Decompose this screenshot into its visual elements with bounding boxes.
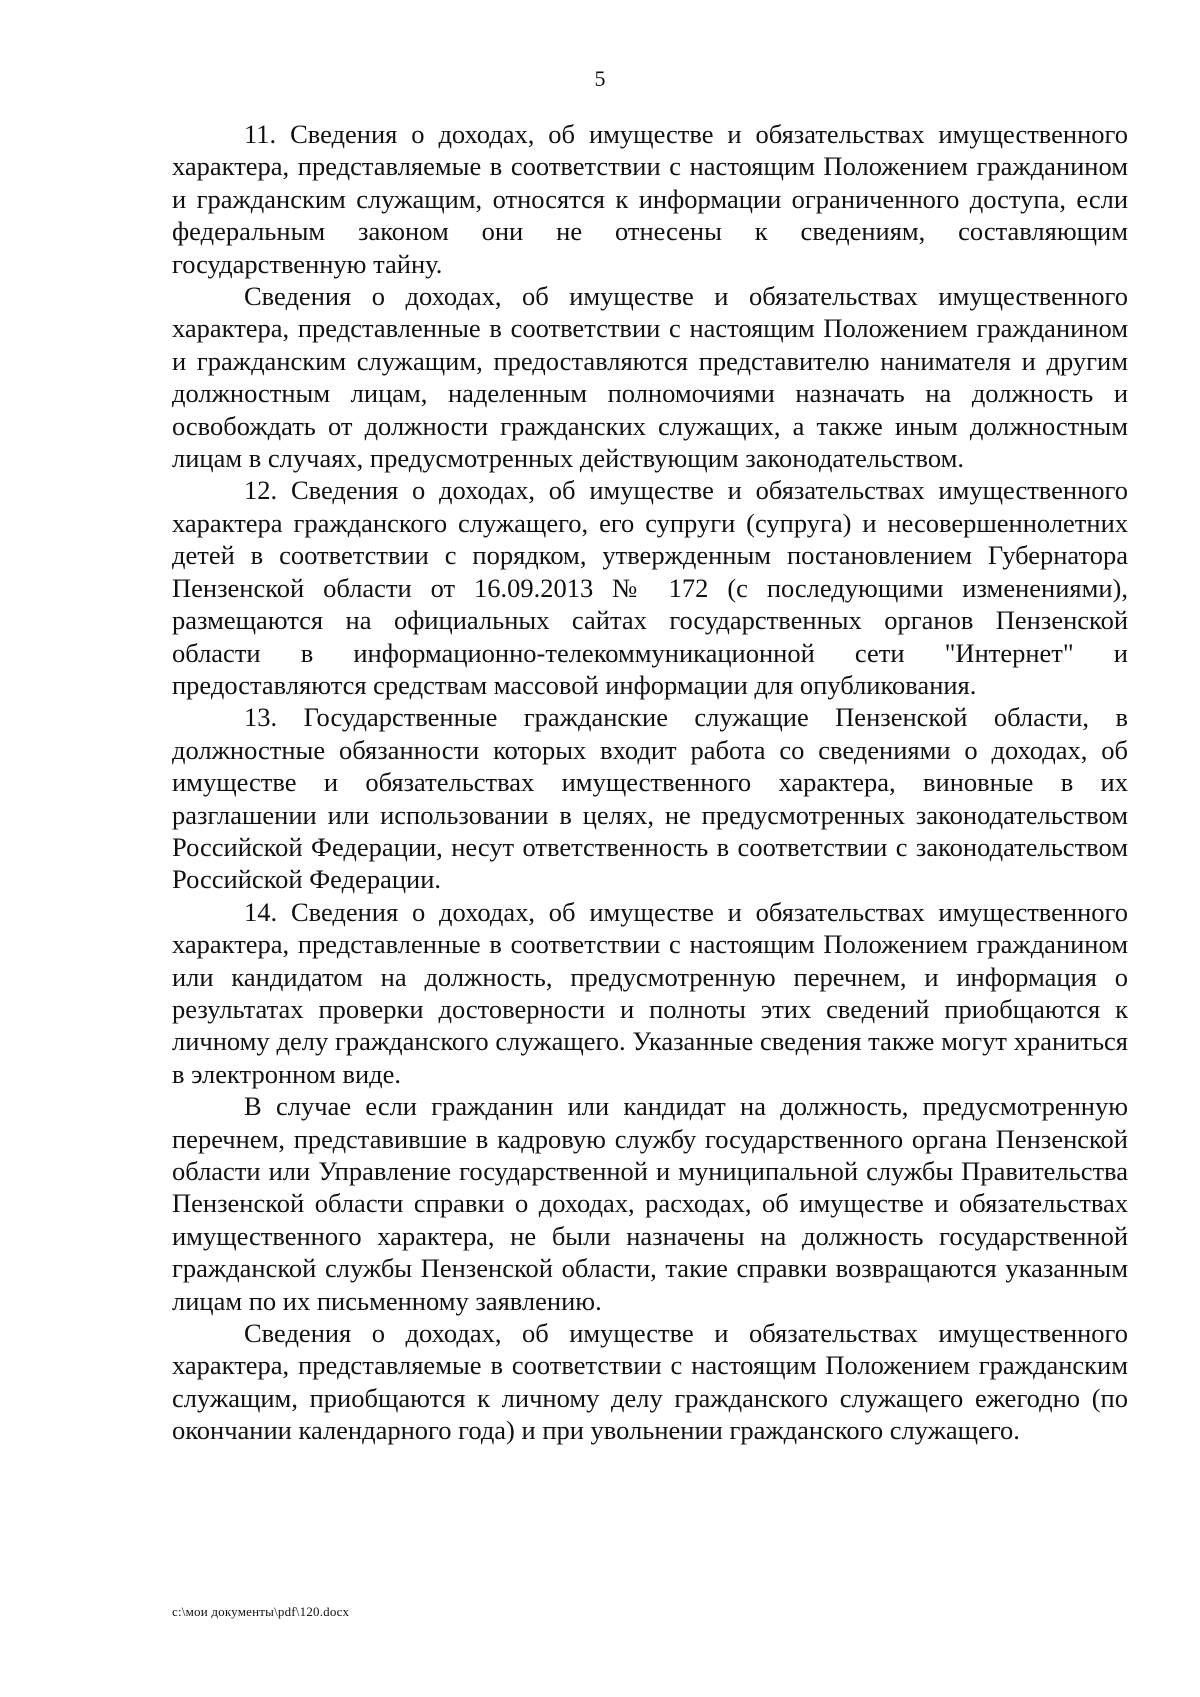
paragraph-14-continuation-1: В случае если гражданин или кандидат на должность, предусмотренную перечнем, представившие в кадровую службу государственного органа Пензенской области или Управление государственной и муниципальной службы Правительства Пензенской области справки о доходах, расходах, об имуществе и обязательствах имущественного характера, не были назначены на должность государственной гражданской службы Пензенской области, такие справки возвращаются указанным лицам по их письменному заявлению. bbox=[172, 1091, 1128, 1316]
document-body bbox=[172, 118, 1128, 1447]
footer-file-path: c:\мои документы\pdf\120.docx bbox=[172, 1604, 350, 1619]
paragraph-14: 14. Сведения о доходах, об имуществе и обязательствах имущественного характера, представленные в соответствии с настоящим Положением гражданином или кандидатом на должность, предусмотренную перечнем, и информация о результатах проверки достоверности и полноты этих сведений приобщаются к личному делу гражданского служащего. Указанные сведения также могут храниться в электронном виде. bbox=[172, 896, 1128, 1089]
paragraph-13: 13. Государственные гражданские служащие Пензенской области, в должностные обязанности которых входит работа со сведениями о доходах, об имуществе и обязательствах имущественного характера, виновные в их разглашении или использовании в целях, не предусмотренных законодательством Российской Федерации, несут ответственность в соответствии с законодательством Российской Федерации. bbox=[172, 702, 1128, 895]
paragraph-11: 11. Сведения о доходах, об имуществе и обязательствах имущественного характера, представляемые в соответствии с настоящим Положением гражданином и гражданским служащим, относятся к информации ограниченного доступа, если федеральным законом они не отнесены к сведениям, составляющим государственную тайну. bbox=[172, 119, 1128, 279]
page-number: 5 bbox=[594, 66, 606, 91]
paragraph-14-continuation-2: Сведения о доходах, об имуществе и обязательствах имущественного характера, представляемые в соответствии с настоящим Положением гражданским служащим, приобщаются к личному делу гражданского служащего ежегодно (по окончании календарного года) и при увольнении гражданского служащего. bbox=[172, 1318, 1128, 1446]
paragraph-12: 12. Сведения о доходах, об имуществе и обязательствах имущественного характера гражданского служащего, его супруги (супруга) и несовершеннолетних детей в соответствии с порядком, утвержденным постановлением Губернатора Пензенской области от 16.09.2013 № 172 (с последующими изменениями), размещаются на официальных сайтах государственных органов Пензенской области в информационно-телекоммуникационной сети "Интернет" и предоставляются средствам массовой информации для опубликования. bbox=[172, 475, 1128, 700]
paragraph-11-continuation: Сведения о доходах, об имуществе и обязательствах имущественного характера, представленные в соответствии с настоящим Положением гражданином и гражданским служащим, предоставляются представителю нанимателя и другим должностным лицам, наделенным полномочиями назначать на должность и освобождать от должности гражданских служащих, а также иным должностным лицам в случаях, предусмотренных действующим законодательством. bbox=[172, 281, 1128, 474]
